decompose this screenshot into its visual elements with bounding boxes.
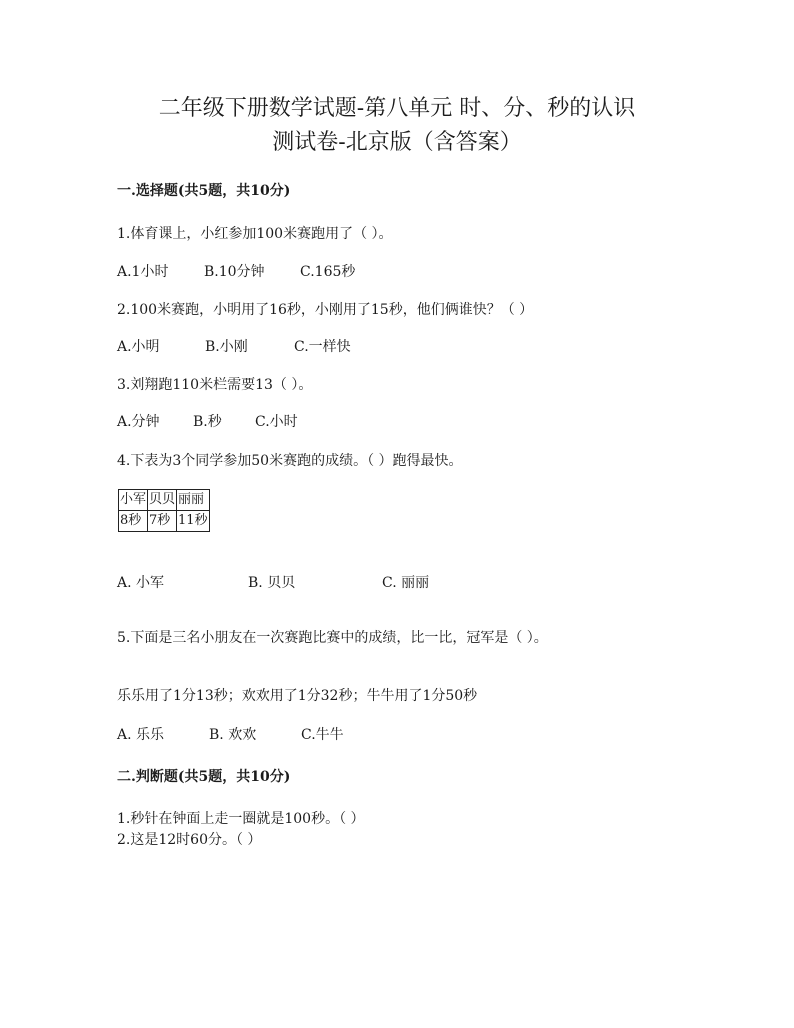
judgement-question-1-text: 1.秒针在钟面上走一圈就是100秒。（ ）	[117, 811, 365, 827]
table-header-row	[119, 490, 210, 511]
question-4-option-c[interactable]: C. 丽丽	[382, 575, 430, 591]
question-4-option-a[interactable]: A. 小军	[117, 575, 165, 591]
question-2-option-a[interactable]: A.小明	[117, 339, 160, 355]
question-5-text: 5.下面是三名小朋友在一次赛跑比赛中的成绩，比一比，冠军是（ ）。	[117, 630, 548, 646]
question-5-results: 乐乐用了1分13秒；欢欢用了1分32秒；牛牛用了1分50秒	[117, 688, 478, 704]
page-title-line-2: 测试卷-北京版（含答案）	[272, 130, 522, 155]
table-header-cell: 丽丽	[177, 490, 210, 511]
question-1-text: 1.体育课上，小红参加100米赛跑用了（ ）。	[117, 226, 393, 242]
table-row	[119, 511, 210, 532]
question-5-option-a[interactable]: A. 乐乐	[117, 727, 165, 743]
judgement-question-2-text: 2.这是12时60分。（ ）	[117, 832, 262, 848]
question-1-option-a[interactable]: A.1小时	[117, 264, 169, 280]
question-4-option-b[interactable]: B. 贝贝	[248, 575, 296, 591]
question-5-option-b[interactable]: B. 欢欢	[209, 727, 257, 743]
question-3-option-b[interactable]: B.秒	[193, 414, 222, 430]
table-header-cell: 贝贝	[148, 490, 177, 511]
question-1-option-b[interactable]: B.10分钟	[204, 264, 265, 280]
question-3-option-c[interactable]: C.小时	[255, 414, 298, 430]
table-cell: 8秒	[119, 511, 148, 532]
table-header-cell: 小军	[119, 490, 148, 511]
section-heading-multiple-choice: 一.选择题(共5题，共10分)	[117, 183, 291, 199]
question-3-option-a[interactable]: A.分钟	[117, 414, 160, 430]
table-cell: 11秒	[177, 511, 210, 532]
section-heading-true-false: 二.判断题(共5题，共10分)	[117, 769, 291, 785]
question-1-option-c[interactable]: C.165秒	[300, 264, 356, 280]
question-4-text: 4.下表为3个同学参加50米赛跑的成绩。（ ）跑得最快。	[117, 453, 463, 469]
question-2-option-b[interactable]: B.小刚	[205, 339, 248, 355]
race-results-table	[118, 489, 210, 532]
question-5-option-c[interactable]: C.牛牛	[301, 727, 344, 743]
question-2-option-c[interactable]: C.一样快	[294, 339, 351, 355]
table-cell: 7秒	[148, 511, 177, 532]
question-2-text: 2.100米赛跑，小明用了16秒，小刚用了15秒，他们俩谁快？（ ）	[117, 302, 534, 318]
page-title-line-1: 二年级下册数学试题-第八单元 时、分、秒的认识	[158, 96, 636, 121]
question-3-text: 3.刘翔跑110米栏需要13（ ）。	[117, 377, 313, 393]
